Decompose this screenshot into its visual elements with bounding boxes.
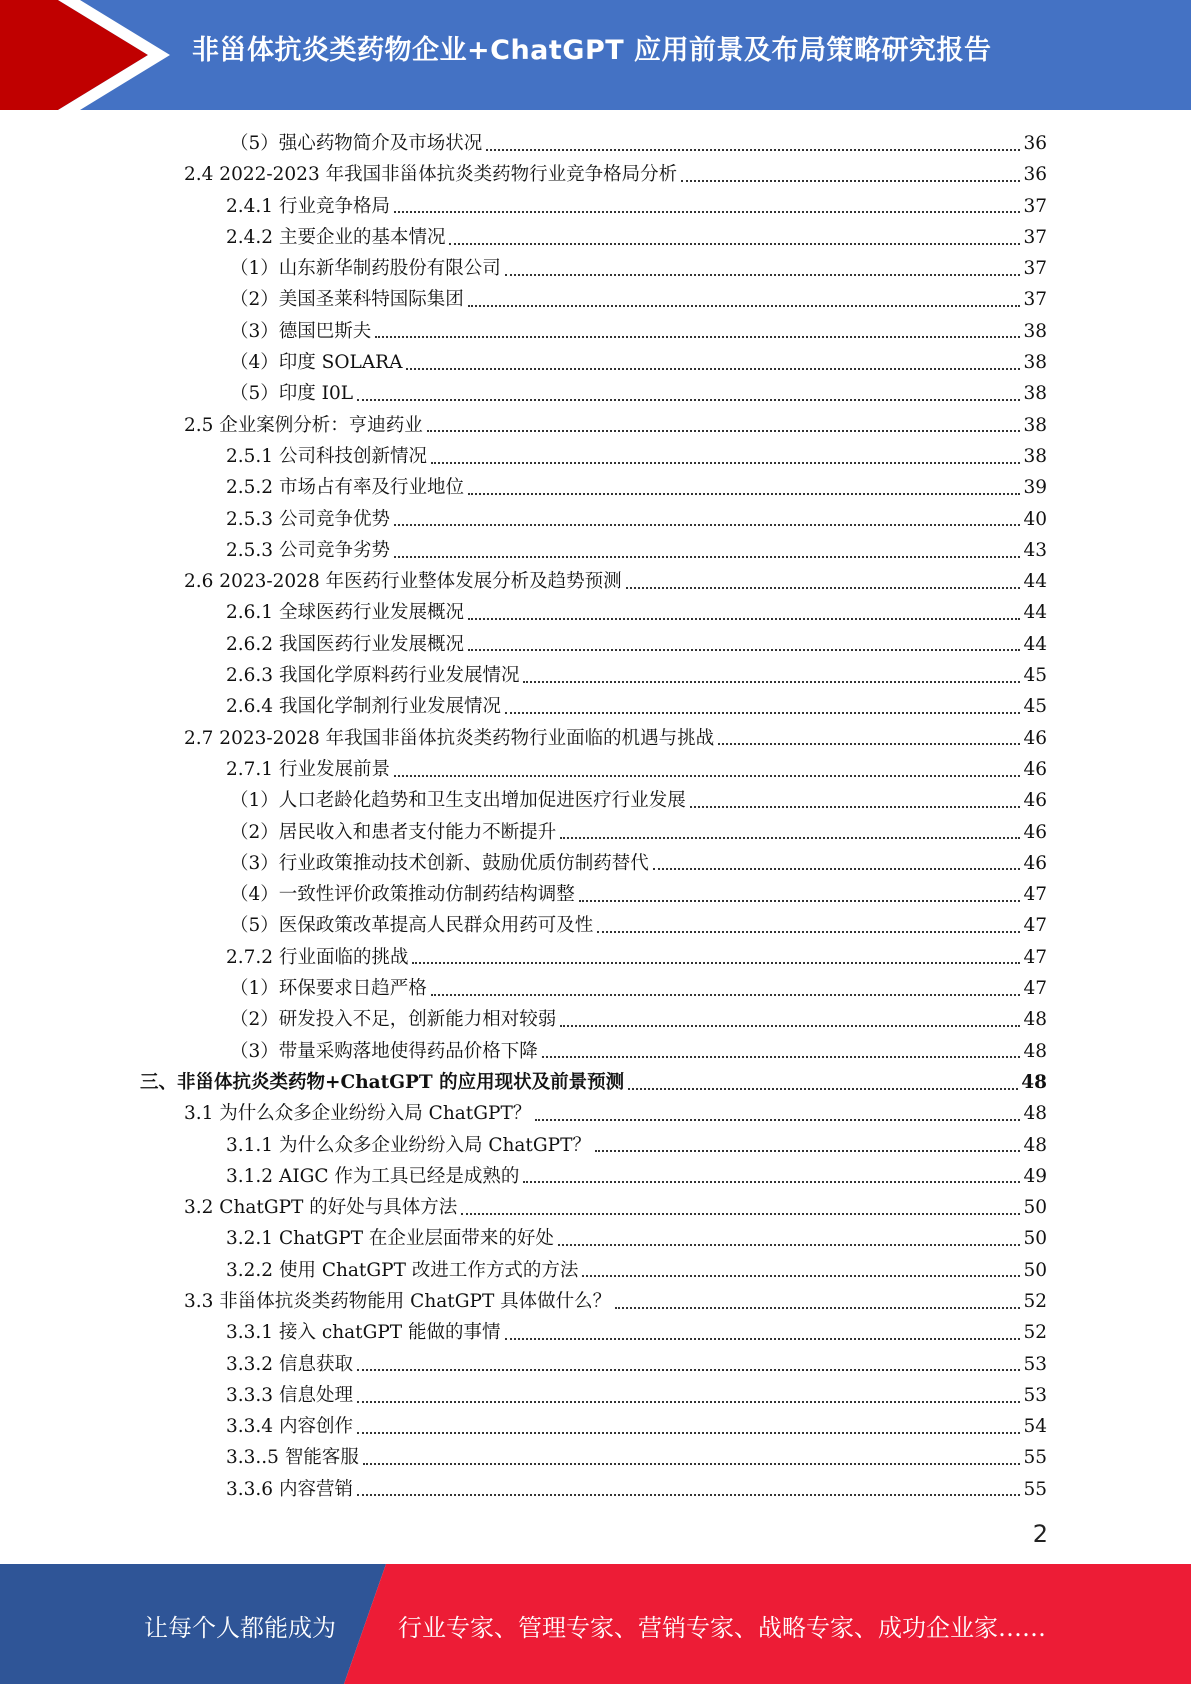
toc-entry[interactable] bbox=[140, 597, 1047, 628]
toc-entry[interactable] bbox=[140, 1255, 1047, 1286]
toc-entry-page: 38 bbox=[1023, 383, 1047, 405]
toc-leader-dots bbox=[582, 1275, 1020, 1277]
toc-entry[interactable] bbox=[140, 817, 1047, 848]
toc-entry[interactable] bbox=[140, 566, 1047, 597]
toc-entry-page: 47 bbox=[1023, 946, 1047, 968]
toc-entry[interactable] bbox=[140, 1161, 1047, 1192]
toc-entry-page: 44 bbox=[1023, 571, 1047, 593]
toc-entry[interactable] bbox=[140, 973, 1047, 1004]
toc-entry-label: 2.7 2023-2028 年我国非甾体抗炎类药物行业面临的机遇与挑战 bbox=[184, 727, 715, 749]
toc-entry-page: 37 bbox=[1023, 195, 1047, 217]
toc-leader-dots bbox=[394, 524, 1020, 526]
toc-entry[interactable] bbox=[140, 1442, 1047, 1473]
toc-entry-page: 53 bbox=[1023, 1353, 1047, 1375]
toc-entry-page: 46 bbox=[1023, 758, 1047, 780]
toc-entry[interactable] bbox=[140, 1004, 1047, 1035]
toc-entry-page: 47 bbox=[1023, 915, 1047, 937]
toc-leader-dots bbox=[406, 368, 1020, 370]
toc-entry[interactable] bbox=[140, 1067, 1047, 1098]
toc-leader-dots bbox=[461, 1213, 1020, 1215]
toc-leader-dots bbox=[505, 712, 1020, 714]
toc-entry[interactable] bbox=[140, 535, 1047, 566]
toc-entry[interactable] bbox=[140, 1317, 1047, 1348]
toc-entry-label: （3）带量采购落地使得药品价格下降 bbox=[230, 1040, 538, 1062]
toc-entry[interactable] bbox=[140, 660, 1047, 691]
toc-entry-page: 50 bbox=[1023, 1228, 1047, 1250]
toc-entry[interactable] bbox=[140, 942, 1047, 973]
toc-entry[interactable] bbox=[140, 1411, 1047, 1442]
toc-leader-dots bbox=[375, 336, 1020, 338]
toc-leader-dots bbox=[486, 149, 1020, 151]
toc-leader-dots bbox=[560, 1025, 1020, 1027]
toc-leader-dots bbox=[505, 1338, 1021, 1340]
toc-entry-label: 2.7.1 行业发展前景 bbox=[226, 758, 390, 780]
toc-leader-dots bbox=[431, 462, 1020, 464]
toc-leader-dots bbox=[579, 900, 1021, 902]
toc-leader-dots bbox=[597, 931, 1020, 933]
toc-entry-label: 3.2.2 使用 ChatGPT 改进工作方式的方法 bbox=[226, 1259, 579, 1281]
toc-entry[interactable] bbox=[140, 191, 1047, 222]
toc-entry[interactable] bbox=[140, 378, 1047, 409]
toc-entry-label: （3）行业政策推动技术创新、鼓励优质仿制药替代 bbox=[230, 852, 649, 874]
toc-entry-page: 55 bbox=[1023, 1478, 1047, 1500]
toc-entry-page: 44 bbox=[1023, 602, 1047, 624]
toc-entry-page: 39 bbox=[1023, 477, 1047, 499]
toc-entry-page: 52 bbox=[1023, 1290, 1047, 1312]
toc-entry[interactable] bbox=[140, 785, 1047, 816]
toc-leader-dots bbox=[523, 1181, 1020, 1183]
toc-entry-page: 38 bbox=[1023, 414, 1047, 436]
toc-entry-page: 44 bbox=[1023, 633, 1047, 655]
toc-entry-label: 3.2.1 ChatGPT 在企业层面带来的好处 bbox=[226, 1228, 554, 1250]
toc-entry-label: 3.1 为什么众多企业纷纷入局 ChatGPT？ bbox=[184, 1103, 532, 1125]
toc-entry[interactable] bbox=[140, 1130, 1047, 1161]
toc-entry-page: 54 bbox=[1023, 1416, 1047, 1438]
toc-entry-label: （4）印度 SOLARA bbox=[230, 352, 403, 374]
toc-entry[interactable] bbox=[140, 1223, 1047, 1254]
toc-entry[interactable] bbox=[140, 691, 1047, 722]
toc-entry-page: 43 bbox=[1023, 539, 1047, 561]
toc-leader-dots bbox=[357, 1369, 1021, 1371]
toc-entry[interactable] bbox=[140, 284, 1047, 315]
toc-entry[interactable] bbox=[140, 504, 1047, 535]
toc-entry-label: 2.6.4 我国化学制剂行业发展情况 bbox=[226, 696, 501, 718]
toc-leader-dots bbox=[535, 1119, 1020, 1121]
toc-leader-dots bbox=[542, 1056, 1021, 1058]
toc-leader-dots bbox=[690, 806, 1021, 808]
toc-leader-dots bbox=[363, 1463, 1021, 1465]
toc-entry-label: 2.5.3 公司竞争优势 bbox=[226, 508, 390, 530]
footer-slogan-right: 行业专家、管理专家、营销专家、战略专家、成功企业家…… bbox=[398, 1614, 1046, 1642]
toc-entry-label: 3.3..5 智能客服 bbox=[226, 1447, 359, 1469]
toc-entry-label: 三、非甾体抗炎类药物+ChatGPT 的应用现状及前景预测 bbox=[140, 1071, 625, 1093]
toc-entry-label: （5）印度 I0L bbox=[230, 383, 354, 405]
toc-leader-dots bbox=[394, 211, 1020, 213]
toc-entry-page: 37 bbox=[1023, 258, 1047, 280]
toc-entry-label: （5）医保政策改革提高人民群众用药可及性 bbox=[230, 915, 594, 937]
toc-entry-label: 2.7.2 行业面临的挑战 bbox=[226, 946, 409, 968]
toc-leader-dots bbox=[357, 1401, 1021, 1403]
toc-entry[interactable] bbox=[140, 316, 1047, 347]
page-header bbox=[0, 0, 1191, 110]
toc-entry-page: 52 bbox=[1023, 1322, 1047, 1344]
toc-entry-label: （1）环保要求日趋严格 bbox=[230, 978, 427, 1000]
toc-entry-page: 48 bbox=[1023, 1134, 1047, 1156]
toc-leader-dots bbox=[653, 868, 1021, 870]
toc-entry-label: （1）山东新华制药股份有限公司 bbox=[230, 258, 501, 280]
toc-entry[interactable] bbox=[140, 910, 1047, 941]
toc-entry[interactable] bbox=[140, 159, 1047, 190]
toc-entry-label: 3.3.6 内容营销 bbox=[226, 1478, 353, 1500]
toc-entry-page: 50 bbox=[1023, 1197, 1047, 1219]
toc-entry-page: 46 bbox=[1023, 852, 1047, 874]
toc-entry-label: 3.3.2 信息获取 bbox=[226, 1353, 353, 1375]
toc-entry-label: （4）一致性评价政策推动仿制药结构调整 bbox=[230, 884, 575, 906]
toc-entry[interactable] bbox=[140, 222, 1047, 253]
toc-entry-label: 2.4.1 行业竞争格局 bbox=[226, 195, 390, 217]
toc-leader-dots bbox=[394, 556, 1020, 558]
report-title: 非甾体抗炎类药物企业+ChatGPT 应用前景及布局策略研究报告 bbox=[192, 35, 992, 66]
toc-entry-label: （1）人口老龄化趋势和卫生支出增加促进医疗行业发展 bbox=[230, 790, 686, 812]
toc-entry-label: （5）强心药物简介及市场状况 bbox=[230, 133, 483, 154]
toc-entry-page: 48 bbox=[1023, 1040, 1047, 1062]
toc-entry-label: 3.3.3 信息处理 bbox=[226, 1384, 353, 1406]
toc-entry[interactable] bbox=[140, 128, 1047, 159]
toc-entry-page: 48 bbox=[1023, 1009, 1047, 1031]
toc-entry-label: 2.4.2 主要企业的基本情况 bbox=[226, 226, 446, 248]
page-number: 2 bbox=[1032, 1520, 1048, 1548]
toc-leader-dots bbox=[427, 430, 1021, 432]
toc-leader-dots bbox=[523, 681, 1020, 683]
toc-entry-page: 48 bbox=[1021, 1071, 1047, 1093]
toc-leader-dots bbox=[560, 837, 1020, 839]
toc-leader-dots bbox=[628, 1088, 1018, 1090]
toc-entry-label: 3.2 ChatGPT 的好处与具体方法 bbox=[184, 1197, 458, 1219]
toc-entry-label: 2.6.3 我国化学原料药行业发展情况 bbox=[226, 665, 520, 687]
toc-leader-dots bbox=[431, 994, 1021, 996]
page-footer bbox=[0, 1564, 1191, 1684]
toc-entry-page: 40 bbox=[1023, 508, 1047, 530]
toc-entry-page: 48 bbox=[1023, 1103, 1047, 1125]
toc-entry[interactable] bbox=[140, 848, 1047, 879]
table-of-contents bbox=[140, 128, 1047, 1505]
toc-entry[interactable] bbox=[140, 1286, 1047, 1317]
toc-entry-page: 38 bbox=[1023, 320, 1047, 342]
toc-entry-label: 2.4 2022-2023 年我国非甾体抗炎类药物行业竞争格局分析 bbox=[184, 164, 678, 186]
toc-entry[interactable] bbox=[140, 879, 1047, 910]
toc-entry-page: 36 bbox=[1023, 164, 1047, 186]
toc-entry-label: （2）美国圣莱科特国际集团 bbox=[230, 289, 464, 311]
toc-entry[interactable] bbox=[140, 347, 1047, 378]
toc-entry-label: 2.6 2023-2028 年医药行业整体发展分析及趋势预测 bbox=[184, 571, 622, 593]
toc-entry-page: 38 bbox=[1023, 352, 1047, 374]
toc-entry[interactable] bbox=[140, 754, 1047, 785]
toc-leader-dots bbox=[558, 1244, 1021, 1246]
toc-entry-page: 47 bbox=[1023, 884, 1047, 906]
toc-entry-label: 2.5.3 公司竞争劣势 bbox=[226, 539, 390, 561]
toc-entry-page: 46 bbox=[1023, 727, 1047, 749]
toc-leader-dots bbox=[718, 743, 1020, 745]
toc-entry[interactable] bbox=[140, 410, 1047, 441]
toc-entry-page: 45 bbox=[1023, 665, 1047, 687]
toc-leader-dots bbox=[468, 649, 1020, 651]
toc-entry-page: 37 bbox=[1023, 289, 1047, 311]
toc-entry-label: 2.6.2 我国医药行业发展概况 bbox=[226, 633, 464, 655]
toc-leader-dots bbox=[505, 274, 1021, 276]
toc-entry[interactable] bbox=[140, 723, 1047, 754]
toc-entry-label: 2.5.1 公司科技创新情况 bbox=[226, 445, 427, 467]
toc-leader-dots bbox=[394, 775, 1020, 777]
toc-entry[interactable] bbox=[140, 629, 1047, 660]
toc-entry-page: 37 bbox=[1023, 226, 1047, 248]
toc-leader-dots bbox=[412, 962, 1020, 964]
toc-entry-page: 53 bbox=[1023, 1384, 1047, 1406]
toc-entry-page: 46 bbox=[1023, 821, 1047, 843]
toc-leader-dots bbox=[615, 1307, 1020, 1309]
toc-entry-label: 3.1.1 为什么众多企业纷纷入局 ChatGPT？ bbox=[226, 1134, 591, 1156]
toc-leader-dots bbox=[357, 1432, 1021, 1434]
toc-entry-page: 50 bbox=[1023, 1259, 1047, 1281]
toc-entry-label: 2.6.1 全球医药行业发展概况 bbox=[226, 602, 464, 624]
toc-entry[interactable] bbox=[140, 1474, 1047, 1505]
footer-slogan-left: 让每个人都能成为 bbox=[144, 1614, 336, 1642]
toc-entry[interactable] bbox=[140, 253, 1047, 284]
toc-entry-label: 2.5.2 市场占有率及行业地位 bbox=[226, 477, 464, 499]
toc-entry-label: 3.1.2 AIGC 作为工具已经是成熟的 bbox=[226, 1165, 520, 1187]
toc-entry[interactable] bbox=[140, 472, 1047, 503]
toc-entry-label: 3.3 非甾体抗炎类药物能用 ChatGPT 具体做什么？ bbox=[184, 1290, 612, 1312]
toc-leader-dots bbox=[468, 305, 1021, 307]
toc-leader-dots bbox=[681, 180, 1020, 182]
toc-entry[interactable] bbox=[140, 1380, 1047, 1411]
toc-leader-dots bbox=[357, 1494, 1021, 1496]
toc-entry[interactable] bbox=[140, 1349, 1047, 1380]
toc-entry-page: 45 bbox=[1023, 696, 1047, 718]
toc-entry-page: 36 bbox=[1023, 133, 1047, 154]
toc-entry-label: 3.3.4 内容创作 bbox=[226, 1416, 353, 1438]
toc-leader-dots bbox=[449, 243, 1020, 245]
toc-entry-page: 46 bbox=[1023, 790, 1047, 812]
toc-entry-page: 55 bbox=[1023, 1447, 1047, 1469]
toc-entry-label: （2）居民收入和患者支付能力不断提升 bbox=[230, 821, 557, 843]
toc-entry-page: 38 bbox=[1023, 445, 1047, 467]
toc-entry-label: 2.5 企业案例分析：亨迪药业 bbox=[184, 414, 423, 436]
toc-entry[interactable] bbox=[140, 1036, 1047, 1067]
toc-leader-dots bbox=[595, 1150, 1021, 1152]
toc-entry-label: （2）研发投入不足，创新能力相对较弱 bbox=[230, 1009, 557, 1031]
toc-entry-label: （3）德国巴斯夫 bbox=[230, 320, 372, 342]
toc-entry[interactable] bbox=[140, 1192, 1047, 1223]
toc-leader-dots bbox=[468, 618, 1020, 620]
toc-entry[interactable] bbox=[140, 441, 1047, 472]
toc-leader-dots bbox=[626, 587, 1021, 589]
toc-entry-page: 49 bbox=[1023, 1165, 1047, 1187]
toc-entry[interactable] bbox=[140, 1098, 1047, 1129]
toc-leader-dots bbox=[357, 399, 1020, 401]
toc-leader-dots bbox=[468, 493, 1020, 495]
toc-entry-label: 3.3.1 接入 chatGPT 能做的事情 bbox=[226, 1322, 501, 1344]
toc-entry-page: 47 bbox=[1023, 978, 1047, 1000]
